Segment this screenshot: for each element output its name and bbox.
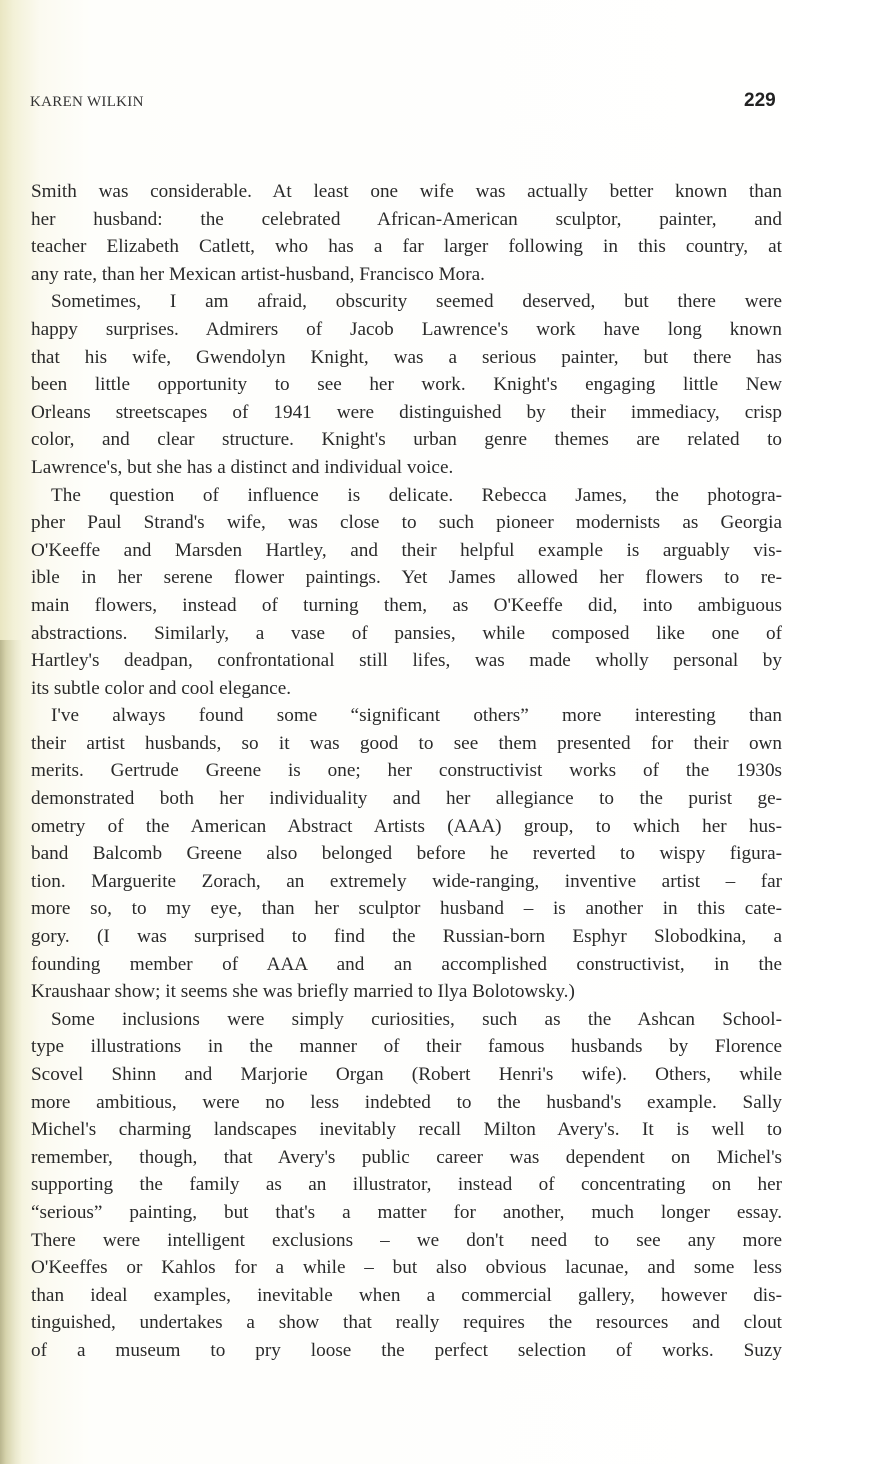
text-line: founding member of AAA and an accomplished constructivist, in the [31,953,782,975]
text-line: been little opportunity to see her work. Knight's engaging little New [31,374,782,396]
text-line: demonstrated both her individuality and her allegiance to the purist ge- [31,788,782,810]
text-line: color, and clear structure. Knight's urban genre themes are related to [31,429,782,451]
text-line: I've always found some “significant others” more interesting than [51,705,782,727]
text-line: merits. Gertrude Greene is one; her constructivist works of the 1930s [31,760,782,782]
text-line: Kraushaar show; it seems she was briefly married to Ilya Bolotowsky.) [31,981,575,1003]
paragraph [31,178,782,288]
text-line: gory. (I was surprised to find the Russian-born Esphyr Slobodkina, a [31,926,782,948]
text-line: band Balcomb Greene also belonged before he reverted to wispy figura- [31,843,782,865]
text-line: its subtle color and cool elegance. [31,677,292,699]
paragraph [31,482,782,703]
text-line: tinguished, undertakes a show that really requires the resources and clout [31,1312,782,1334]
body-text [31,178,782,1365]
text-line: happy surprises. Admirers of Jacob Lawrence's work have long known [31,318,782,340]
text-line: abstractions. Similarly, a vase of pansies, while composed like one of [31,622,782,644]
text-line: tion. Marguerite Zorach, an extremely wide-ranging, inventive artist – far [31,870,782,892]
paragraph [31,1006,782,1365]
page-gutter-shadow [0,640,22,1464]
text-line: main flowers, instead of turning them, as O'Keeffe did, into ambiguous [31,594,782,616]
text-line: more so, to my eye, than her sculptor husband – is another in this cate- [31,898,782,920]
text-line: of a museum to pry loose the perfect selection of works. Suzy [31,1339,782,1361]
text-line: The question of influence is delicate. Rebecca James, the photogra- [51,484,782,506]
text-line: Scovel Shinn and Marjorie Organ (Robert Henri's wife). Others, while [31,1064,782,1085]
text-line: that his wife, Gwendolyn Knight, was a serious painter, but there has [31,346,782,368]
text-line: ometry of the American Abstract Artists (AAA) group, to which her hus- [31,815,782,837]
text-line: ible in her serene flower paintings. Yet James allowed her flowers to re- [31,567,782,589]
text-line: type illustrations in the manner of their famous husbands by Florence [31,1036,782,1058]
text-line: Some inclusions were simply curiosities, such as the Ashcan School- [51,1008,782,1030]
text-line: remember, though, that Avery's public career was dependent on Michel's [31,1146,782,1168]
text-line: more ambitious, were no less indebted to the husband's example. Sally [31,1091,782,1113]
paragraph [31,288,782,481]
text-line: O'Keeffes or Kahlos for a while – but also obvious lacunae, and some less [31,1257,782,1279]
text-line: their artist husbands, so it was good to see them presented for their own [31,732,782,754]
text-line: “serious” painting, but that's a matter for another, much longer essay. [31,1201,782,1223]
text-line: supporting the family as an illustrator, instead of concentrating on her [31,1174,782,1196]
paragraph [31,702,782,1006]
text-line: any rate, than her Mexican artist-husband, Francisco Mora. [31,263,485,285]
text-line: Hartley's deadpan, confrontational still lifes, was made wholly personal by [31,650,782,672]
text-line: Smith was considerable. At least one wife was actually better known than [31,181,782,202]
text-line: teacher Elizabeth Catlett, who has a far larger following in this country, at [31,236,782,258]
text-line: than ideal examples, inevitable when a commercial gallery, however dis- [31,1284,782,1306]
running-head: KAREN WILKIN [30,94,144,110]
text-line: Michel's charming landscapes inevitably recall Milton Avery's. It is well to [31,1119,782,1141]
text-line: Sometimes, I am afraid, obscurity seemed deserved, but there were [51,291,782,313]
text-line: Lawrence's, but she has a distinct and individual voice. [31,456,454,478]
text-line: pher Paul Strand's wife, was close to such pioneer modernists as Georgia [31,512,782,534]
page-number: 229 [744,90,776,111]
text-line: Orleans streetscapes of 1941 were distinguished by their immediacy, crisp [31,401,782,423]
text-line: her husband: the celebrated African-American sculptor, painter, and [31,208,782,230]
text-line: There were intelligent exclusions – we don't need to see any more [31,1229,782,1251]
text-line: O'Keeffe and Marsden Hartley, and their helpful example is arguably vis- [31,539,782,561]
